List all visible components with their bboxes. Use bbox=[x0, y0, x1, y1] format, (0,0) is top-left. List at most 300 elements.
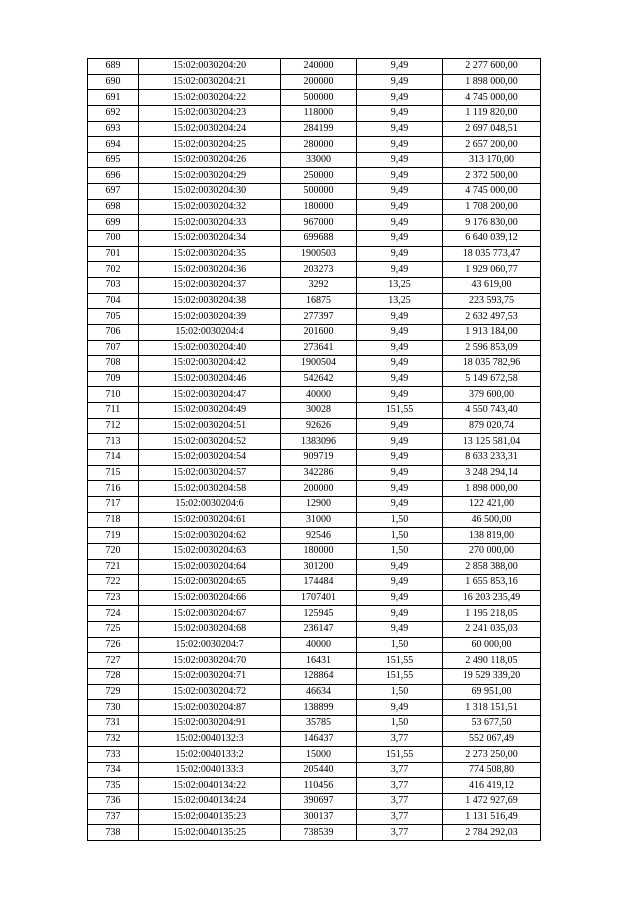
rate-cell: 1,50 bbox=[357, 715, 443, 731]
area-cell: 342286 bbox=[281, 465, 357, 481]
table-row bbox=[88, 637, 541, 653]
rate-cell: 3,77 bbox=[357, 778, 443, 794]
cadastral-number-cell: 15:02:0030204:47 bbox=[139, 387, 281, 403]
row-number-cell: 733 bbox=[88, 747, 139, 763]
value-cell: 1 318 151,51 bbox=[443, 700, 541, 716]
area-cell: 92626 bbox=[281, 418, 357, 434]
area-cell: 33000 bbox=[281, 152, 357, 168]
area-cell: 30028 bbox=[281, 403, 357, 419]
value-cell: 2 632 497,53 bbox=[443, 309, 541, 325]
cadastral-number-cell: 15:02:0040134:24 bbox=[139, 794, 281, 810]
rate-cell: 9,49 bbox=[357, 246, 443, 262]
row-number-cell: 712 bbox=[88, 418, 139, 434]
value-cell: 138 819,00 bbox=[443, 528, 541, 544]
value-cell: 9 176 830,00 bbox=[443, 215, 541, 231]
cadastral-number-cell: 15:02:0030204:40 bbox=[139, 340, 281, 356]
cadastral-number-cell: 15:02:0030204:66 bbox=[139, 590, 281, 606]
table-row bbox=[88, 809, 541, 825]
cadastral-number-cell: 15:02:0030204:20 bbox=[139, 59, 281, 75]
area-cell: 236147 bbox=[281, 622, 357, 638]
row-number-cell: 727 bbox=[88, 653, 139, 669]
rate-cell: 9,49 bbox=[357, 324, 443, 340]
table-row bbox=[88, 747, 541, 763]
cadastral-number-cell: 15:02:0030204:65 bbox=[139, 575, 281, 591]
row-number-cell: 721 bbox=[88, 559, 139, 575]
area-cell: 277397 bbox=[281, 309, 357, 325]
cadastral-number-cell: 15:02:0040132:3 bbox=[139, 731, 281, 747]
rate-cell: 9,49 bbox=[357, 231, 443, 247]
table-row bbox=[88, 731, 541, 747]
rate-cell: 9,49 bbox=[357, 59, 443, 75]
rate-cell: 151,55 bbox=[357, 403, 443, 419]
value-cell: 18 035 782,96 bbox=[443, 356, 541, 372]
rate-cell: 9,49 bbox=[357, 387, 443, 403]
area-cell: 390697 bbox=[281, 794, 357, 810]
cadastral-number-cell: 15:02:0030204:62 bbox=[139, 528, 281, 544]
area-cell: 284199 bbox=[281, 121, 357, 137]
value-cell: 46 500,00 bbox=[443, 512, 541, 528]
cadastral-number-cell: 15:02:0030204:30 bbox=[139, 184, 281, 200]
table-row bbox=[88, 715, 541, 731]
value-cell: 43 619,00 bbox=[443, 277, 541, 293]
cadastral-number-cell: 15:02:0030204:34 bbox=[139, 231, 281, 247]
cadastral-number-cell: 15:02:0030204:36 bbox=[139, 262, 281, 278]
cadastral-number-cell: 15:02:0030204:22 bbox=[139, 90, 281, 106]
table-row bbox=[88, 700, 541, 716]
table-row bbox=[88, 543, 541, 559]
row-number-cell: 709 bbox=[88, 371, 139, 387]
row-number-cell: 715 bbox=[88, 465, 139, 481]
area-cell: 500000 bbox=[281, 184, 357, 200]
row-number-cell: 722 bbox=[88, 575, 139, 591]
row-number-cell: 726 bbox=[88, 637, 139, 653]
value-cell: 4 550 743,40 bbox=[443, 403, 541, 419]
cadastral-number-cell: 15:02:0030204:49 bbox=[139, 403, 281, 419]
value-cell: 2 657 200,00 bbox=[443, 137, 541, 153]
table-row bbox=[88, 481, 541, 497]
value-cell: 6 640 039,12 bbox=[443, 231, 541, 247]
cadastral-value-table bbox=[87, 58, 541, 841]
table-row bbox=[88, 293, 541, 309]
table-row bbox=[88, 512, 541, 528]
cadastral-number-cell: 15:02:0030204:4 bbox=[139, 324, 281, 340]
value-cell: 60 000,00 bbox=[443, 637, 541, 653]
row-number-cell: 716 bbox=[88, 481, 139, 497]
table-row bbox=[88, 324, 541, 340]
row-number-cell: 699 bbox=[88, 215, 139, 231]
rate-cell: 1,50 bbox=[357, 637, 443, 653]
row-number-cell: 705 bbox=[88, 309, 139, 325]
table-row bbox=[88, 262, 541, 278]
table-row bbox=[88, 528, 541, 544]
area-cell: 16875 bbox=[281, 293, 357, 309]
value-cell: 1 913 184,00 bbox=[443, 324, 541, 340]
table-row bbox=[88, 59, 541, 75]
table-row bbox=[88, 606, 541, 622]
area-cell: 738539 bbox=[281, 825, 357, 841]
value-cell: 552 067,49 bbox=[443, 731, 541, 747]
row-number-cell: 725 bbox=[88, 622, 139, 638]
area-cell: 3292 bbox=[281, 277, 357, 293]
value-cell: 1 708 200,00 bbox=[443, 199, 541, 215]
rate-cell: 9,49 bbox=[357, 309, 443, 325]
area-cell: 46634 bbox=[281, 684, 357, 700]
rate-cell: 9,49 bbox=[357, 215, 443, 231]
rate-cell: 9,49 bbox=[357, 590, 443, 606]
cadastral-number-cell: 15:02:0030204:46 bbox=[139, 371, 281, 387]
cadastral-number-cell: 15:02:0030204:32 bbox=[139, 199, 281, 215]
value-cell: 2 596 853,09 bbox=[443, 340, 541, 356]
rate-cell: 9,49 bbox=[357, 168, 443, 184]
rate-cell: 9,49 bbox=[357, 356, 443, 372]
area-cell: 301200 bbox=[281, 559, 357, 575]
table-row bbox=[88, 575, 541, 591]
cadastral-number-cell: 15:02:0030204:51 bbox=[139, 418, 281, 434]
value-cell: 1 929 060,77 bbox=[443, 262, 541, 278]
row-number-cell: 711 bbox=[88, 403, 139, 419]
table-row bbox=[88, 559, 541, 575]
rate-cell: 151,55 bbox=[357, 747, 443, 763]
table-row bbox=[88, 121, 541, 137]
row-number-cell: 714 bbox=[88, 450, 139, 466]
table-row bbox=[88, 199, 541, 215]
table-row bbox=[88, 215, 541, 231]
table-row bbox=[88, 684, 541, 700]
value-cell: 19 529 339,20 bbox=[443, 668, 541, 684]
table-row bbox=[88, 340, 541, 356]
row-number-cell: 691 bbox=[88, 90, 139, 106]
row-number-cell: 736 bbox=[88, 794, 139, 810]
area-cell: 12900 bbox=[281, 496, 357, 512]
area-cell: 128864 bbox=[281, 668, 357, 684]
cadastral-number-cell: 15:02:0030204:7 bbox=[139, 637, 281, 653]
row-number-cell: 717 bbox=[88, 496, 139, 512]
rate-cell: 13,25 bbox=[357, 277, 443, 293]
rate-cell: 9,49 bbox=[357, 450, 443, 466]
row-number-cell: 708 bbox=[88, 356, 139, 372]
rate-cell: 13,25 bbox=[357, 293, 443, 309]
cadastral-number-cell: 15:02:0030204:87 bbox=[139, 700, 281, 716]
cadastral-number-cell: 15:02:0040135:25 bbox=[139, 825, 281, 841]
row-number-cell: 702 bbox=[88, 262, 139, 278]
value-cell: 1 898 000,00 bbox=[443, 481, 541, 497]
row-number-cell: 706 bbox=[88, 324, 139, 340]
table-row bbox=[88, 231, 541, 247]
row-number-cell: 728 bbox=[88, 668, 139, 684]
cadastral-number-cell: 15:02:0030204:37 bbox=[139, 277, 281, 293]
area-cell: 92546 bbox=[281, 528, 357, 544]
value-cell: 2 784 292,03 bbox=[443, 825, 541, 841]
area-cell: 273641 bbox=[281, 340, 357, 356]
area-cell: 500000 bbox=[281, 90, 357, 106]
rate-cell: 3,77 bbox=[357, 809, 443, 825]
table-row bbox=[88, 168, 541, 184]
table-row bbox=[88, 403, 541, 419]
area-cell: 205440 bbox=[281, 762, 357, 778]
value-cell: 416 419,12 bbox=[443, 778, 541, 794]
row-number-cell: 692 bbox=[88, 105, 139, 121]
cadastral-number-cell: 15:02:0030204:71 bbox=[139, 668, 281, 684]
area-cell: 138899 bbox=[281, 700, 357, 716]
row-number-cell: 701 bbox=[88, 246, 139, 262]
rate-cell: 1,50 bbox=[357, 512, 443, 528]
rate-cell: 1,50 bbox=[357, 684, 443, 700]
row-number-cell: 697 bbox=[88, 184, 139, 200]
area-cell: 1900503 bbox=[281, 246, 357, 262]
value-cell: 2 372 500,00 bbox=[443, 168, 541, 184]
value-cell: 223 593,75 bbox=[443, 293, 541, 309]
table-row bbox=[88, 74, 541, 90]
area-cell: 110456 bbox=[281, 778, 357, 794]
rate-cell: 9,49 bbox=[357, 606, 443, 622]
table-row bbox=[88, 137, 541, 153]
value-cell: 1 655 853,16 bbox=[443, 575, 541, 591]
row-number-cell: 700 bbox=[88, 231, 139, 247]
rate-cell: 9,49 bbox=[357, 418, 443, 434]
value-cell: 1 472 927,69 bbox=[443, 794, 541, 810]
area-cell: 699688 bbox=[281, 231, 357, 247]
area-cell: 1383096 bbox=[281, 434, 357, 450]
row-number-cell: 694 bbox=[88, 137, 139, 153]
rate-cell: 1,50 bbox=[357, 528, 443, 544]
value-cell: 379 600,00 bbox=[443, 387, 541, 403]
row-number-cell: 696 bbox=[88, 168, 139, 184]
cadastral-number-cell: 15:02:0030204:64 bbox=[139, 559, 281, 575]
area-cell: 31000 bbox=[281, 512, 357, 528]
table-row bbox=[88, 356, 541, 372]
rate-cell: 9,49 bbox=[357, 90, 443, 106]
row-number-cell: 698 bbox=[88, 199, 139, 215]
row-number-cell: 713 bbox=[88, 434, 139, 450]
row-number-cell: 689 bbox=[88, 59, 139, 75]
table-row bbox=[88, 309, 541, 325]
rate-cell: 9,49 bbox=[357, 121, 443, 137]
table-row bbox=[88, 622, 541, 638]
table-row bbox=[88, 277, 541, 293]
cadastral-number-cell: 15:02:0030204:35 bbox=[139, 246, 281, 262]
area-cell: 240000 bbox=[281, 59, 357, 75]
rate-cell: 151,55 bbox=[357, 668, 443, 684]
rate-cell: 9,49 bbox=[357, 700, 443, 716]
value-cell: 53 677,50 bbox=[443, 715, 541, 731]
value-cell: 4 745 000,00 bbox=[443, 90, 541, 106]
row-number-cell: 720 bbox=[88, 543, 139, 559]
row-number-cell: 710 bbox=[88, 387, 139, 403]
row-number-cell: 735 bbox=[88, 778, 139, 794]
value-cell: 2 858 388,00 bbox=[443, 559, 541, 575]
area-cell: 40000 bbox=[281, 637, 357, 653]
table-body bbox=[88, 59, 541, 841]
row-number-cell: 724 bbox=[88, 606, 139, 622]
table-row bbox=[88, 387, 541, 403]
rate-cell: 3,77 bbox=[357, 731, 443, 747]
value-cell: 313 170,00 bbox=[443, 152, 541, 168]
area-cell: 146437 bbox=[281, 731, 357, 747]
rate-cell: 9,49 bbox=[357, 559, 443, 575]
rate-cell: 3,77 bbox=[357, 794, 443, 810]
cadastral-number-cell: 15:02:0030204:63 bbox=[139, 543, 281, 559]
table-row bbox=[88, 152, 541, 168]
rate-cell: 9,49 bbox=[357, 74, 443, 90]
area-cell: 203273 bbox=[281, 262, 357, 278]
cadastral-number-cell: 15:02:0040135:23 bbox=[139, 809, 281, 825]
area-cell: 16431 bbox=[281, 653, 357, 669]
cadastral-number-cell: 15:02:0030204:91 bbox=[139, 715, 281, 731]
area-cell: 125945 bbox=[281, 606, 357, 622]
area-cell: 118000 bbox=[281, 105, 357, 121]
table-row bbox=[88, 762, 541, 778]
cadastral-number-cell: 15:02:0030204:58 bbox=[139, 481, 281, 497]
table-row bbox=[88, 418, 541, 434]
cadastral-number-cell: 15:02:0030204:33 bbox=[139, 215, 281, 231]
rate-cell: 9,49 bbox=[357, 152, 443, 168]
value-cell: 8 633 233,31 bbox=[443, 450, 541, 466]
value-cell: 879 020,74 bbox=[443, 418, 541, 434]
rate-cell: 1,50 bbox=[357, 543, 443, 559]
row-number-cell: 707 bbox=[88, 340, 139, 356]
table-row bbox=[88, 668, 541, 684]
rate-cell: 9,49 bbox=[357, 137, 443, 153]
value-cell: 1 119 820,00 bbox=[443, 105, 541, 121]
row-number-cell: 695 bbox=[88, 152, 139, 168]
table-row bbox=[88, 778, 541, 794]
table-row bbox=[88, 184, 541, 200]
cadastral-number-cell: 15:02:0030204:42 bbox=[139, 356, 281, 372]
rate-cell: 9,49 bbox=[357, 465, 443, 481]
area-cell: 35785 bbox=[281, 715, 357, 731]
area-cell: 909719 bbox=[281, 450, 357, 466]
table-row bbox=[88, 653, 541, 669]
cadastral-number-cell: 15:02:0030204:29 bbox=[139, 168, 281, 184]
table-row bbox=[88, 590, 541, 606]
area-cell: 967000 bbox=[281, 215, 357, 231]
rate-cell: 9,49 bbox=[357, 496, 443, 512]
cadastral-number-cell: 15:02:0030204:6 bbox=[139, 496, 281, 512]
area-cell: 280000 bbox=[281, 137, 357, 153]
value-cell: 1 195 218,05 bbox=[443, 606, 541, 622]
value-cell: 3 248 294,14 bbox=[443, 465, 541, 481]
rate-cell: 9,49 bbox=[357, 199, 443, 215]
table-row bbox=[88, 825, 541, 841]
area-cell: 542642 bbox=[281, 371, 357, 387]
rate-cell: 3,77 bbox=[357, 825, 443, 841]
cadastral-number-cell: 15:02:0030204:57 bbox=[139, 465, 281, 481]
table-row bbox=[88, 450, 541, 466]
cadastral-number-cell: 15:02:0030204:25 bbox=[139, 137, 281, 153]
value-cell: 2 277 600,00 bbox=[443, 59, 541, 75]
cadastral-number-cell: 15:02:0030204:21 bbox=[139, 74, 281, 90]
area-cell: 40000 bbox=[281, 387, 357, 403]
value-cell: 2 490 118,05 bbox=[443, 653, 541, 669]
area-cell: 180000 bbox=[281, 199, 357, 215]
cadastral-number-cell: 15:02:0040133:2 bbox=[139, 747, 281, 763]
area-cell: 15000 bbox=[281, 747, 357, 763]
value-cell: 2 697 048,51 bbox=[443, 121, 541, 137]
table-row bbox=[88, 371, 541, 387]
value-cell: 18 035 773,47 bbox=[443, 246, 541, 262]
rate-cell: 9,49 bbox=[357, 340, 443, 356]
value-cell: 774 508,80 bbox=[443, 762, 541, 778]
cadastral-number-cell: 15:02:0030204:38 bbox=[139, 293, 281, 309]
area-cell: 200000 bbox=[281, 481, 357, 497]
rate-cell: 151,55 bbox=[357, 653, 443, 669]
cadastral-number-cell: 15:02:0030204:23 bbox=[139, 105, 281, 121]
row-number-cell: 719 bbox=[88, 528, 139, 544]
row-number-cell: 703 bbox=[88, 277, 139, 293]
value-cell: 5 149 672,58 bbox=[443, 371, 541, 387]
row-number-cell: 704 bbox=[88, 293, 139, 309]
row-number-cell: 731 bbox=[88, 715, 139, 731]
row-number-cell: 693 bbox=[88, 121, 139, 137]
rate-cell: 9,49 bbox=[357, 262, 443, 278]
area-cell: 201600 bbox=[281, 324, 357, 340]
value-cell: 69 951,00 bbox=[443, 684, 541, 700]
cadastral-number-cell: 15:02:0030204:70 bbox=[139, 653, 281, 669]
cadastral-number-cell: 15:02:0030204:54 bbox=[139, 450, 281, 466]
row-number-cell: 730 bbox=[88, 700, 139, 716]
table-row bbox=[88, 90, 541, 106]
table-row bbox=[88, 496, 541, 512]
row-number-cell: 734 bbox=[88, 762, 139, 778]
area-cell: 1900504 bbox=[281, 356, 357, 372]
table-row bbox=[88, 105, 541, 121]
row-number-cell: 723 bbox=[88, 590, 139, 606]
area-cell: 300137 bbox=[281, 809, 357, 825]
table-row bbox=[88, 246, 541, 262]
rate-cell: 9,49 bbox=[357, 622, 443, 638]
value-cell: 13 125 581,04 bbox=[443, 434, 541, 450]
area-cell: 1707401 bbox=[281, 590, 357, 606]
value-cell: 122 421,00 bbox=[443, 496, 541, 512]
table-row bbox=[88, 794, 541, 810]
cadastral-number-cell: 15:02:0030204:26 bbox=[139, 152, 281, 168]
rate-cell: 9,49 bbox=[357, 184, 443, 200]
area-cell: 250000 bbox=[281, 168, 357, 184]
cadastral-number-cell: 15:02:0040133:3 bbox=[139, 762, 281, 778]
value-cell: 16 203 235,49 bbox=[443, 590, 541, 606]
cadastral-number-cell: 15:02:0040134:22 bbox=[139, 778, 281, 794]
cadastral-number-cell: 15:02:0030204:67 bbox=[139, 606, 281, 622]
area-cell: 180000 bbox=[281, 543, 357, 559]
area-cell: 174484 bbox=[281, 575, 357, 591]
table-row bbox=[88, 434, 541, 450]
rate-cell: 3,77 bbox=[357, 762, 443, 778]
rate-cell: 9,49 bbox=[357, 575, 443, 591]
value-cell: 270 000,00 bbox=[443, 543, 541, 559]
row-number-cell: 738 bbox=[88, 825, 139, 841]
table-row bbox=[88, 465, 541, 481]
row-number-cell: 737 bbox=[88, 809, 139, 825]
cadastral-number-cell: 15:02:0030204:52 bbox=[139, 434, 281, 450]
row-number-cell: 690 bbox=[88, 74, 139, 90]
rate-cell: 9,49 bbox=[357, 371, 443, 387]
row-number-cell: 729 bbox=[88, 684, 139, 700]
rate-cell: 9,49 bbox=[357, 105, 443, 121]
cadastral-number-cell: 15:02:0030204:24 bbox=[139, 121, 281, 137]
cadastral-number-cell: 15:02:0030204:72 bbox=[139, 684, 281, 700]
cadastral-number-cell: 15:02:0030204:61 bbox=[139, 512, 281, 528]
rate-cell: 9,49 bbox=[357, 434, 443, 450]
value-cell: 1 131 516,49 bbox=[443, 809, 541, 825]
value-cell: 2 273 250,00 bbox=[443, 747, 541, 763]
rate-cell: 9,49 bbox=[357, 481, 443, 497]
value-cell: 4 745 000,00 bbox=[443, 184, 541, 200]
value-cell: 2 241 035,03 bbox=[443, 622, 541, 638]
row-number-cell: 732 bbox=[88, 731, 139, 747]
value-cell: 1 898 000,00 bbox=[443, 74, 541, 90]
cadastral-number-cell: 15:02:0030204:68 bbox=[139, 622, 281, 638]
row-number-cell: 718 bbox=[88, 512, 139, 528]
